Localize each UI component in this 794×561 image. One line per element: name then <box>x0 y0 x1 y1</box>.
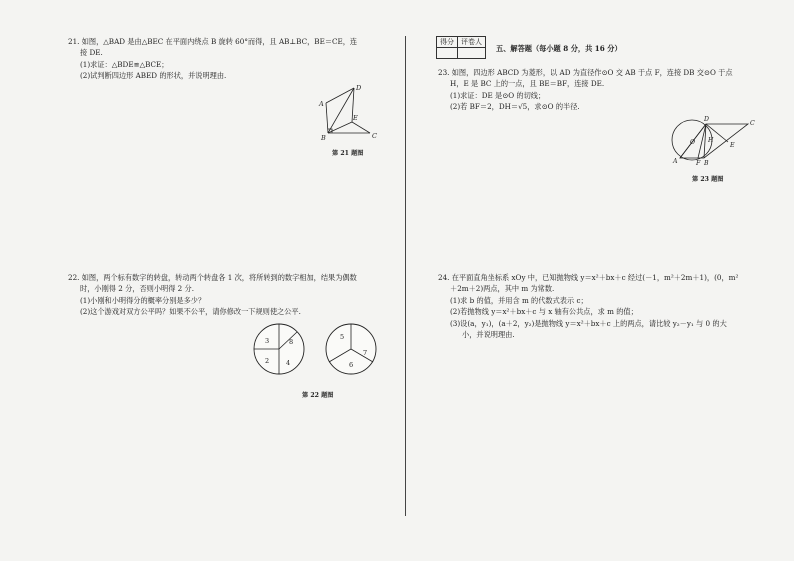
q23-label-e: E <box>730 142 735 149</box>
q22-block <box>68 272 357 318</box>
q23-line1: 23. 如图，四边形 ABCD 为菱形，以 AD 为直径作⊙O 交 AB 于点 F，连接 DB 交⊙O 于点 <box>438 68 733 77</box>
score-box-header-grader: 评卷人 <box>458 37 486 48</box>
q22-part2: (2)这个游戏对双方公平吗？如果不公平，请你修改一下规则使之公平. <box>80 307 301 317</box>
q21-label-c: C <box>372 132 377 140</box>
q23-block <box>438 67 733 113</box>
q21-caption: 第 21 题图 <box>332 150 364 157</box>
q23-figure <box>668 112 758 168</box>
q24-part2: (2)若抛物线 y＝x²＋bx＋c 与 x 轴有公共点，求 m 的值； <box>450 307 638 317</box>
q21-part1: (1)求证：△BDE≌△BCE； <box>80 59 169 69</box>
q23-label-a: A <box>673 158 678 165</box>
q21-line1: 21. 如图，△BAD 是由△BEC 在平面内绕点 B 旋转 60°而得，且 AB⊥BC，BE＝CE，连 <box>68 37 358 46</box>
q21-line2: 接 DE. <box>80 48 103 58</box>
q21-part2: (2)试判断四边形 ABED 的形状，并说明理由. <box>80 71 227 81</box>
q24-block <box>438 272 738 340</box>
q23-label-o: O <box>690 139 696 146</box>
q21-edge-ec <box>352 122 370 133</box>
spinner-2-sector-a: 5 <box>340 333 345 341</box>
column-divider <box>405 36 406 516</box>
q23-part1: (1)求证：DE 是⊙O 的切线； <box>450 90 546 100</box>
q23-label-f: F <box>696 160 701 167</box>
q23-label-b: B <box>704 160 709 167</box>
spinner-2-sector-b: 6 <box>349 361 354 369</box>
spinner-1-sector-c: 2 <box>265 357 270 365</box>
score-box-grader-cell[interactable] <box>458 48 486 59</box>
q21-edge-ab <box>326 103 328 133</box>
score-box-score-cell[interactable] <box>437 48 458 59</box>
q24-line2: ＋2m＋2)两点，其中 m 为常数. <box>450 284 555 294</box>
spinner-1-sector-d: 4 <box>286 359 291 367</box>
q23-label-c: C <box>750 120 755 127</box>
q21-label-b: B <box>321 134 326 142</box>
q21-label-a: A <box>319 100 324 108</box>
q21-label-d: D <box>356 84 362 92</box>
q22-line2: 时，小刚得 2 分，否则小明得 2 分. <box>80 284 195 294</box>
spinner-1-sector-b: 8 <box>289 338 294 346</box>
q23-label-h: H <box>708 137 714 144</box>
score-box-header-score: 得分 <box>437 37 458 48</box>
q23-line2: H，E 是 BC 上的一点，且 BE＝BF，连接 DE. <box>450 79 605 89</box>
q23-part2: (2)若 BF＝2，DH＝√5，求⊙O 的半径. <box>450 102 580 112</box>
q21-figure <box>318 80 388 142</box>
q23-label-d: D <box>704 116 709 123</box>
score-box <box>436 36 486 59</box>
spinner-1-sector-a: 3 <box>265 337 270 345</box>
q24-line1: 24. 在平面直角坐标系 xOy 中，已知抛物线 y＝x²＋bx＋c 经过(－1，m²＋2m＋1)，(0，m² <box>438 273 739 282</box>
q21-label-e: E <box>353 114 358 122</box>
q21-block <box>68 36 357 82</box>
q22-line1: 22. 如图，两个标有数字的转盘，转动两个转盘各 1 次，将所转到的数字相加，结果为偶数 <box>68 273 357 282</box>
spinner-2-sector-c: 7 <box>363 349 368 357</box>
q24-part3: (3)设(a，y₁)，(a＋2，y₂)是抛物线 y＝x²＋bx＋c 上的两点，请比较 y₂－y₁ 与 0 的大 <box>450 318 727 328</box>
section-5-title: 五、解答题（每小题 8 分，共 16 分） <box>496 44 622 53</box>
q22-caption: 第 22 题图 <box>302 392 334 399</box>
q24-part4: 小，并说明理由. <box>462 330 515 340</box>
q22-part1: (1)小刚和小明得分的概率分别是多少？ <box>80 295 206 305</box>
q24-part1: (1)求 b 的值，并用含 m 的代数式表示 c； <box>450 295 588 305</box>
q23-caption: 第 23 题图 <box>692 176 724 183</box>
q22-figure <box>252 322 380 378</box>
